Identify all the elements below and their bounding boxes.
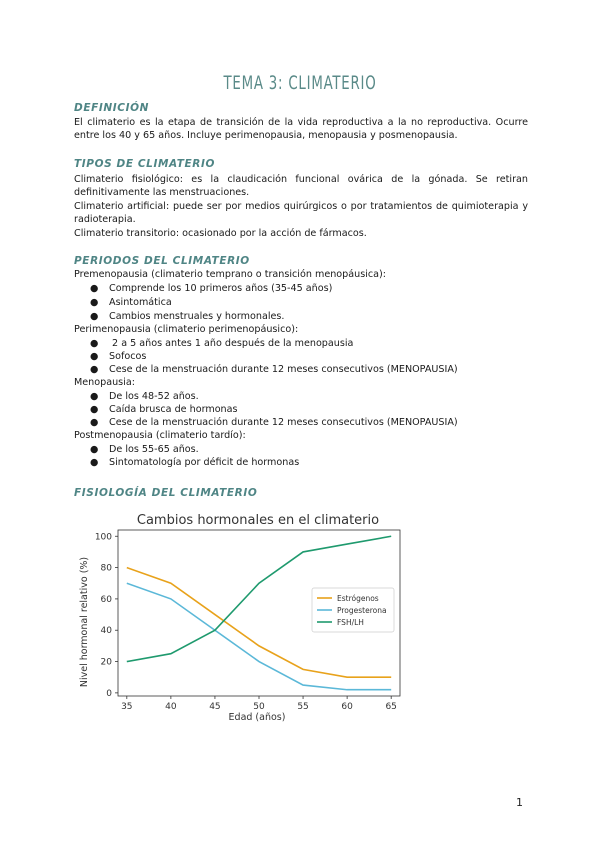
- periodo-menopausia-label: Menopausia:: [74, 377, 135, 388]
- list-item: ● 2 a 5 años antes 1 año después de la menopausia: [90, 338, 354, 349]
- legend-label: Estrógenos: [337, 594, 379, 603]
- periodo-postmenopausia-label: Postmenopausia (climaterio tardío):: [74, 430, 246, 441]
- list-item: ● Asintomática: [90, 297, 172, 308]
- list-item: ● Sintomatología por déficit de hormonas: [90, 457, 300, 468]
- tipo-fisiologico: Climaterio fisiológico: es la claudicación funcional ovárica de la gónada. Se retiran definitivamente las menstruaciones.: [74, 174, 528, 199]
- list-item: ● Cambios menstruales y hormonales.: [90, 311, 285, 322]
- chart-title: Cambios hormonales en el climaterio: [136, 513, 380, 528]
- y-tick-label: 40: [100, 626, 112, 637]
- chart-xlabel: Edad (años): [228, 712, 286, 723]
- legend-label: FSH/LH: [337, 618, 364, 627]
- chart-ylabel: Nivel hormonal relativo (%): [79, 556, 90, 688]
- list-item: ● Cese de la menstruación durante 12 meses consecutivos (MENOPAUSIA): [90, 417, 458, 428]
- y-tick-label: 20: [100, 657, 112, 668]
- x-tick-label: 65: [385, 702, 397, 712]
- legend-label: Progesterona: [337, 606, 387, 615]
- definicion-text: El climaterio es la etapa de transición de la vida reproductiva a la no reproductiva. Ocurre entre los 40 y 65 años. Incluye perimenopausia, menopausia y posmenopausia.: [74, 117, 528, 142]
- heading-periodos: PERIODOS DEL CLIMATERIO: [74, 255, 250, 267]
- y-tick-label: 100: [94, 532, 112, 543]
- heading-tipos: TIPOS DE CLIMATERIO: [74, 158, 215, 170]
- x-tick-label: 45: [209, 702, 221, 712]
- hormone-chart: [72, 500, 412, 725]
- x-tick-label: 50: [253, 702, 265, 712]
- y-tick-label: 80: [100, 563, 112, 574]
- heading-definicion: DEFINICIÓN: [74, 102, 149, 114]
- page-number: 1: [516, 796, 523, 809]
- x-tick-label: 40: [165, 702, 177, 712]
- y-tick-label: 60: [100, 594, 112, 605]
- list-item: ● Comprende los 10 primeros años (35-45 años): [90, 283, 333, 294]
- x-tick-label: 55: [297, 702, 309, 712]
- page-title: TEMA 3: CLIMATERIO: [223, 72, 377, 94]
- tipo-artificial: Climaterio artificial: puede ser por medios quirúrgicos o por tratamientos de quimioterapia y radioterapia.: [74, 201, 528, 226]
- list-item: ● Caída brusca de hormonas: [90, 404, 238, 415]
- list-item: ● Cese de la menstruación durante 12 meses consecutivos (MENOPAUSIA): [90, 364, 458, 375]
- y-tick-label: 0: [106, 688, 112, 699]
- heading-fisiologia: FISIOLOGÍA DEL CLIMATERIO: [74, 487, 258, 499]
- periodo-premenopausia-label: Premenopausia (climaterio temprano o transición menopáusica):: [74, 269, 387, 280]
- x-tick-label: 35: [121, 702, 133, 712]
- list-item: ● Sofocos: [90, 351, 147, 362]
- tipo-transitorio: Climaterio transitorio: ocasionado por la acción de fármacos.: [74, 228, 367, 239]
- list-item: ● De los 48-52 años.: [90, 391, 199, 402]
- x-tick-label: 60: [341, 702, 353, 712]
- periodo-perimenopausia-label: Perimenopausia (climaterio perimenopáusico):: [74, 324, 299, 335]
- list-item: ● De los 55-65 años.: [90, 444, 199, 455]
